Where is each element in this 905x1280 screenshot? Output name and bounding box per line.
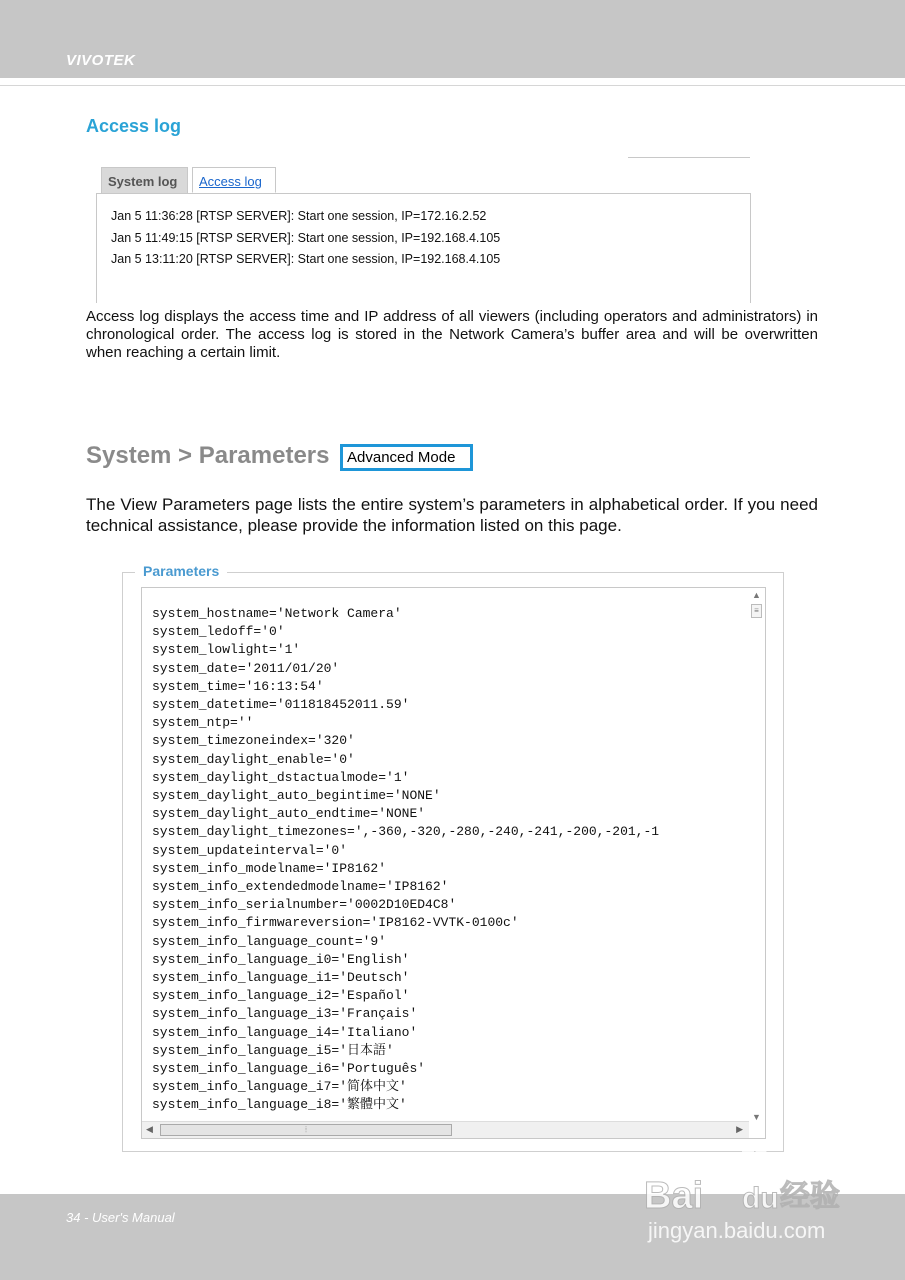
parameter-line: system_daylight_auto_endtime='NONE' [152,806,426,822]
parameter-line: system_datetime='011818452011.59' [152,697,410,712]
horizontal-scroll-thumb[interactable]: ⦙ [160,1124,452,1136]
horizontal-scrollbar[interactable] [142,1121,749,1138]
parameter-line: system_updateinterval='0' [152,842,348,858]
parameter-line: system_info_firmwareversion='IP8162-VVTK-0100c' [152,915,519,931]
log-panel-edge [628,157,750,158]
page-number: 34 - User's Manual [66,1210,175,1225]
parameter-line: system_daylight_enable='0' [152,751,355,767]
header-band [0,0,905,78]
parameter-line: system_time='16:13:54' [152,678,324,694]
parameter-line: system_info_language_i1='Deutsch' [152,970,410,985]
access-log-heading: Access log [86,116,182,136]
header-divider [0,85,905,86]
parameter-line: system_info_serialnumber='0002D10ED4C8' [152,897,457,913]
parameter-line: system_info_language_i5='日本語' [152,1042,394,1058]
watermark-cn: 经验 [780,1179,840,1214]
parameter-line: system_info_language_count='9' [152,933,387,949]
tab-access-log[interactable]: Access log [192,167,276,193]
vertical-scroll-thumb[interactable]: ≡ [751,604,762,618]
parameter-line: system_info_extendedmodelname='IP8162' [152,879,449,894]
scroll-down-icon[interactable]: ▼ [752,1112,761,1122]
parameter-line: system_daylight_dstactualmode='1' [152,769,410,785]
scroll-up-icon[interactable]: ▲ [752,590,761,600]
log-entry: Jan 5 11:36:28 [RTSP SERVER]: Start one session, IP=172.16.2.52 [111,209,487,223]
watermark-du: du [742,1182,779,1215]
parameter-line: system_daylight_timezones=',-360,-320,-280,-240,-241,-200,-201,-1 [152,824,660,840]
parameter-line: system_info_language_i4='Italiano' [152,1024,418,1040]
parameter-line: system_date='2011/01/20' [152,660,340,676]
access-log-panel [96,193,751,303]
parameter-line: system_info_language_i6='Português' [152,1061,426,1076]
log-entry: Jan 5 13:11:20 [RTSP SERVER]: Start one session, IP=192.168.4.105 [111,252,501,266]
parameter-line: system_timezoneindex='320' [152,733,355,749]
parameter-line: system_lowlight='1' [152,642,301,658]
scroll-right-icon[interactable]: ▶ [736,1124,743,1134]
watermark-bai: Bai [644,1175,704,1217]
tab-system-log[interactable]: System log [101,167,188,193]
parameter-line: system_ntp='' [152,715,254,731]
parameter-line: system_info_language_i0='English' [152,951,410,967]
parameter-line: system_hostname='Network Camera' [152,606,402,621]
parameter-line: system_info_modelname='IP8162' [152,860,387,876]
brand-logo: VIVOTEK [66,52,136,69]
parameter-line: system_info_language_i8='繁體中文' [152,1097,407,1113]
parameter-line: system_info_language_i3='Français' [152,1006,418,1022]
access-log-description: Access log displays the access time and IP address of all viewers (including operators and administrators) in chronological order. The access log is stored in the Network Camera’s buffer area and will be overwritten when reaching a certain limit. [86,308,818,361]
parameters-legend: Parameters [135,563,227,579]
parameter-line: system_info_language_i7='简体中文' [152,1079,407,1095]
parameters-description: The View Parameters page lists the entire system’s parameters in alphabetical order. If you need technical assistance, please provide the information listed on this page. [86,495,818,535]
baidu-watermark [640,1140,860,1250]
vertical-scrollbar[interactable] [749,588,765,1122]
watermark-url: jingyan.baidu.com [648,1218,826,1243]
parameter-line: system_daylight_auto_begintime='NONE' [152,788,441,803]
parameter-line: system_info_language_i2='Español' [152,988,410,1004]
parameter-line: system_ledoff='0' [152,624,285,640]
advanced-mode-badge: Advanced Mode [340,444,473,471]
parameters-heading: System > Parameters [86,442,330,469]
log-entry: Jan 5 11:49:15 [RTSP SERVER]: Start one session, IP=192.168.4.105 [111,231,501,245]
scroll-left-icon[interactable]: ◀ [146,1124,153,1134]
parameters-textarea[interactable] [141,587,766,1139]
